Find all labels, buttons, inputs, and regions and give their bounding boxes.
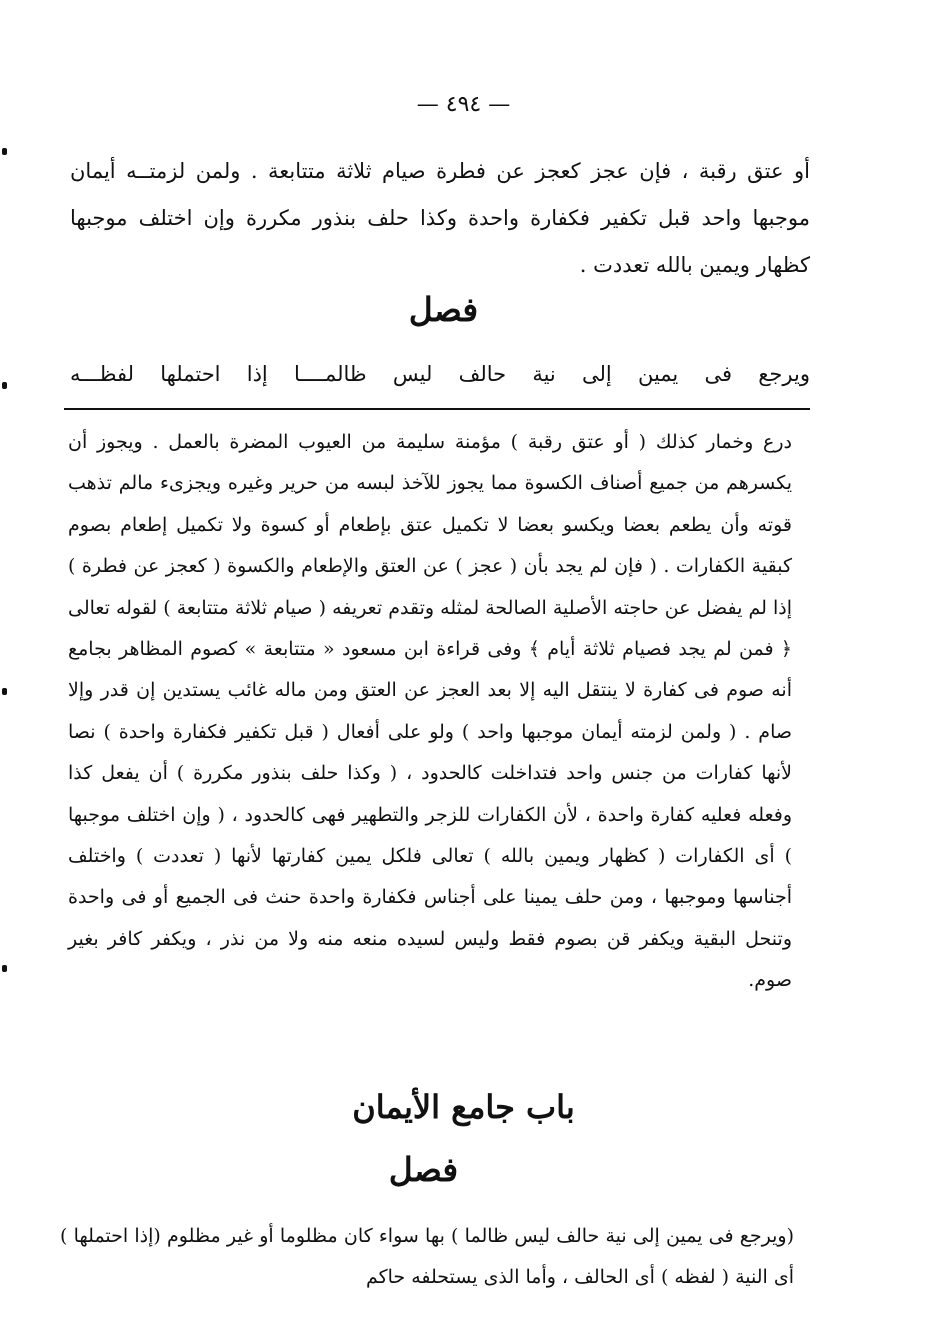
section-heading-fasl: فصل <box>408 290 479 329</box>
scan-margin-mark <box>2 965 7 972</box>
sharh-commentary-bottom <box>60 1216 794 1298</box>
sharh-paragraph-bottom: (ويرجع فى يمين إلى نية حالف ليس ظالما ) بها سواء كان مظلوما أو غير مظلوم (إذا احتملها ) أى النية ( لفظه ) أى الحالف ، وأما الذى يستحلفه حاكم <box>60 1225 794 1288</box>
scan-margin-mark <box>2 688 7 695</box>
sharh-paragraph: درع وخمار كذلك ( أو عتق رقبة ) مؤمنة سليمة من العيوب المضرة بالعمل . ويجوز أن يكسرهم من جميع أصناف الكسوة مما يجوز للآخذ لبسه من حرير وغيره ويجزىء مالم تذهب قوته وأن يطعم بعضا ويكسو بعضا لا تكميل عتق بإطعام أو كسوة ولا تكميل إطعام بصوم كبقية الكفارات . ( فإن لم يجد بأن ( عجز ) عن العتق والإطعام والكسوة ( كعجز عن فطرة ) إذا لم يفضل عن حاجته الأصلية الصالحة لمثله وتقدم تعريفه ( صيام ثلاثة متتابعة ) لقوله تعالى ﴿ فمن لم يجد فصيام ثلاثة أيام ﴾ وفى قراءة ابن مسعود « متتابعة » كصوم المظاهر بجامع أنه صوم فى كفارة لا ينتقل اليه إلا بعد العجز عن العتق ومن ماله غائب يستدين إن قدر وإلا صام . ( ولمن لزمته أيمان موجبها واحد ) ولو على أفعال ( قبل تكفير فكفارة واحدة ) نصا لأنها كفارات من جنس واحد فتداخلت كالحدود ، ( وكذا حلف بنذور مكررة ) أن يفعل كذا وفعله فعليه كفارة واحدة ، لأن الكفارات للزجر والتطهير فهى كالحدود ، ( وإن اختلف موجبها ) أى الكفارات ( كظهار ويمين بالله ) تعالى فلكل يمين كفارتها لأنها ( تعددت ) واختلف أجناسها وموجبها ، ومن حلف يمينا على أجناس فكفارة واحدة حنث فى الجميع أو فى واحدة وتنحل البقية ويكفر قن بصوم فقط وليس لسيده منعه منه ولا من نذر ، ويكفر كافر بغير صوم. <box>68 431 792 992</box>
matn-paragraph: أو عتق رقبة ، فإن عجز كعجز عن فطرة صيام ثلاثة متتابعة . ولمن لزمتــه أيمان موجبها واحد قبل تكفير فكفارة واحدة وكذا حلف بنذور مكررة وإن اختلف موجبها كظهار ويمين بالله تعددت . <box>70 159 810 277</box>
chapter-heading: باب جامع الأيمان <box>352 1088 575 1126</box>
section-heading-fasl-2: فصل <box>388 1150 459 1189</box>
matn-sharh-divider <box>64 408 810 410</box>
page-number: — ٤٩٤ — <box>416 92 511 117</box>
matn-text-fasl: ويرجع فى يمين إلى نية حالف ليس ظالمــــا إذا احتملها لفظـــه <box>70 362 810 386</box>
scan-margin-mark <box>2 382 7 389</box>
matn-text-top <box>70 148 810 289</box>
scan-margin-mark <box>2 148 7 155</box>
sharh-commentary <box>68 422 792 1002</box>
